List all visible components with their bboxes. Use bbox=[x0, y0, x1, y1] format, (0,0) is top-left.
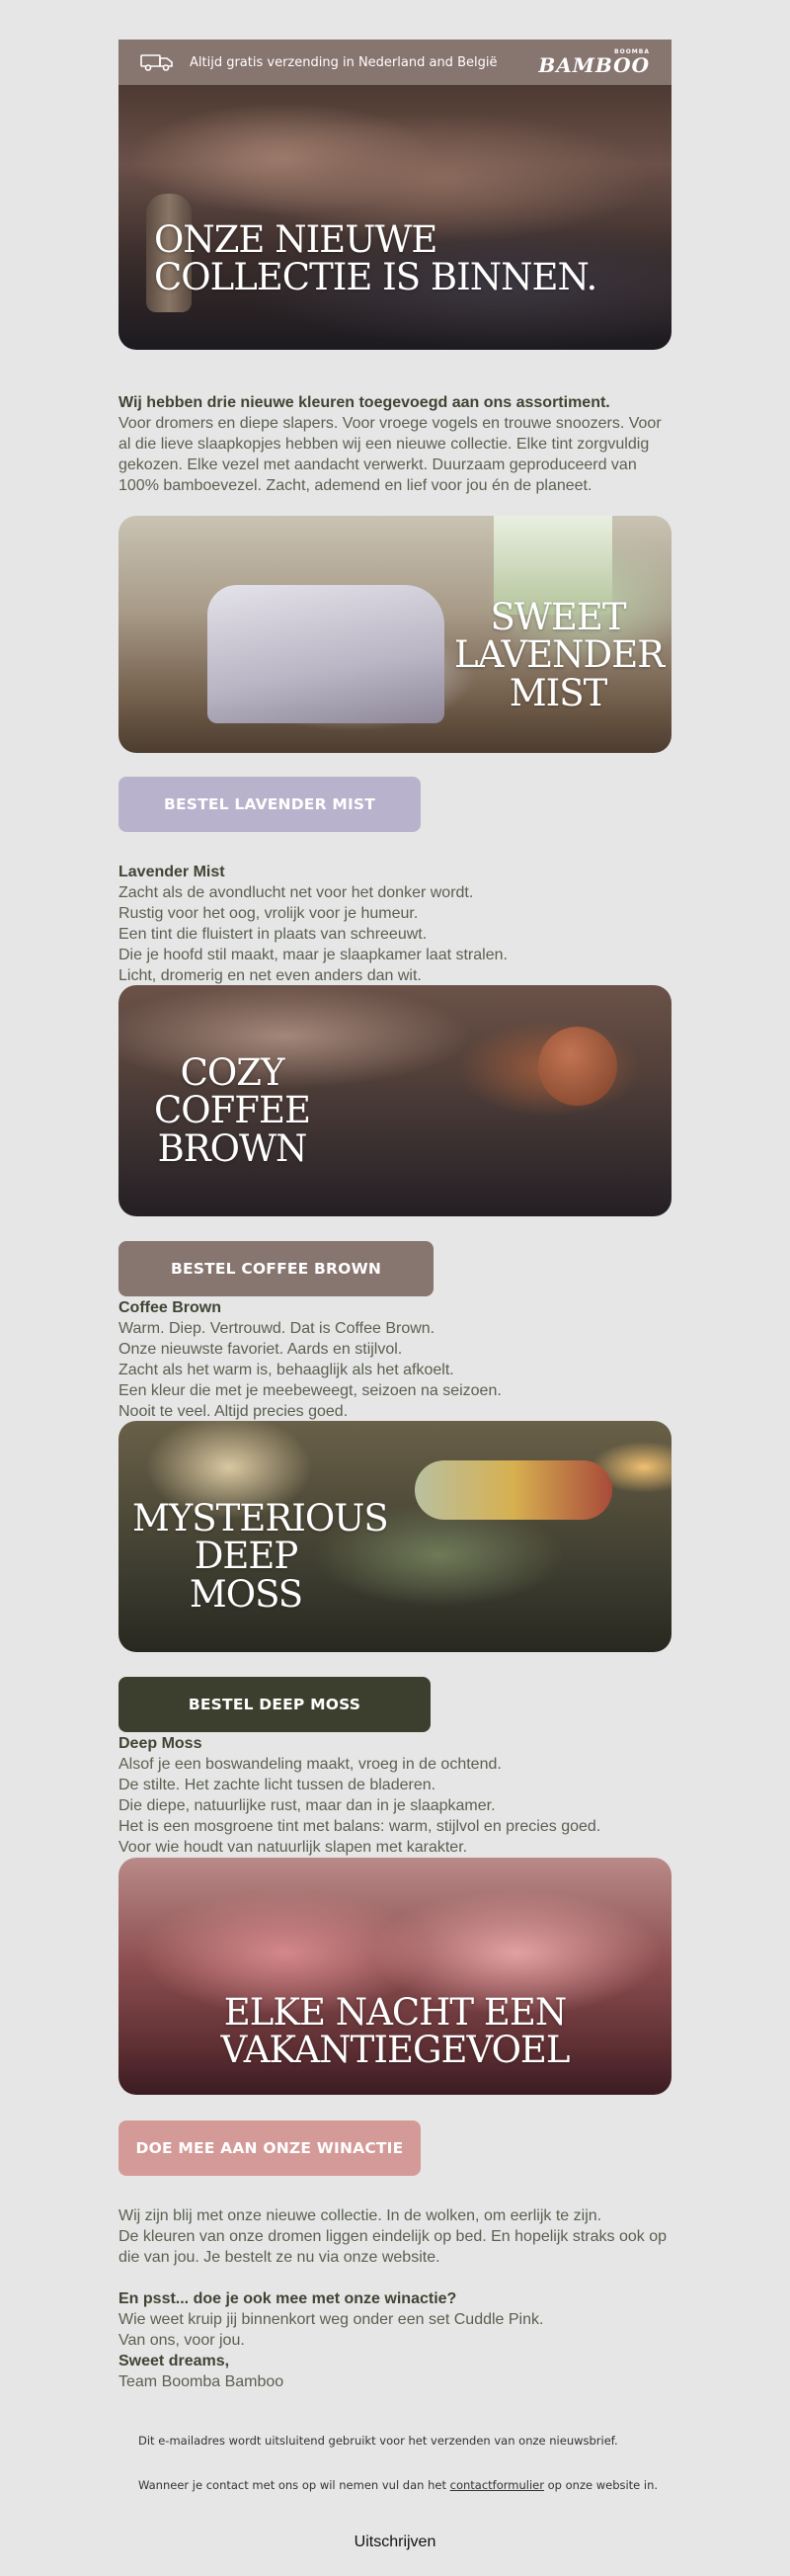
moss-line: Die diepe, natuurlijke rust, maar dan in je slaapkamer. bbox=[118, 1797, 496, 1814]
lavender-line: Licht, dromerig en net even anders dan wit. bbox=[118, 967, 422, 984]
moss-overlay bbox=[132, 1497, 388, 1616]
intro-section bbox=[118, 392, 672, 496]
closing-psst: En psst... doe je ook mee met onze winactie? bbox=[118, 2290, 457, 2307]
hero-headline-line1: ONZE NIEUWE bbox=[154, 218, 437, 261]
closing-line2: De kleuren van onze dromen liggen eindelijk op bed. En hopelijk straks ook op die van jou. Je bestelt ze nu via onze website. bbox=[118, 2228, 668, 2266]
shipping-banner bbox=[118, 40, 672, 85]
lavender-title: Lavender Mist bbox=[118, 864, 225, 880]
hero-image[interactable] bbox=[118, 85, 672, 350]
coffee-text bbox=[118, 1297, 672, 1422]
coffee-overlay bbox=[138, 1051, 326, 1170]
closing-line3: Wie weet kruip jij binnenkort weg onder een set Cuddle Pink. bbox=[118, 2311, 544, 2328]
coffee-title: Coffee Brown bbox=[118, 1299, 221, 1316]
coffee-line: Nooit te veel. Altijd precies goed. bbox=[118, 1403, 349, 1420]
pink-overlay-1: ELKE NACHT EEN bbox=[223, 1991, 567, 2034]
lavender-overlay-1: SWEET bbox=[490, 596, 626, 638]
moss-line: Het is een mosgroene tint met balans: warm, stijlvol en precies goed. bbox=[118, 1818, 601, 1835]
moss-overlay-1: MYSTERIOUS bbox=[132, 1497, 388, 1539]
lavender-overlay-3: MIST bbox=[509, 671, 607, 714]
lavender-line: Rustig voor het oog, vrolijk voor je humeur. bbox=[118, 905, 419, 922]
unsubscribe-link[interactable]: Uitschrijven bbox=[354, 2534, 436, 2550]
join-contest-button[interactable]: DOE MEE AAN ONZE WINACTIE bbox=[118, 2120, 421, 2176]
coffee-line: Onze nieuwste favoriet. Aards en stijlvol. bbox=[118, 1341, 403, 1358]
intro-body: Voor dromers en diepe slapers. Voor vroege vogels en trouwe snoozers. Voor al die lieve slaapkopjes hebben wij een nieuwe collectie. Elke tint zorgvuldig gekozen. Elke vezel met aandacht verwerkt. Duurzaam geproduceerd van 100% bamboevezel. Zacht, ademend en lief voor jou én de planeet. bbox=[118, 415, 662, 494]
coffee-line: Een kleur die met je meebeweegt, seizoen na seizoen. bbox=[118, 1382, 502, 1399]
coffee-line: Warm. Diep. Vertrouwd. Dat is Coffee Brown. bbox=[118, 1320, 435, 1337]
order-lavender-mist-button[interactable]: BESTEL LAVENDER MIST bbox=[118, 777, 421, 832]
lavender-overlay-2: LAVENDER bbox=[454, 633, 665, 677]
moss-line: Alsof je een boswandeling maakt, vroeg in de ochtend. bbox=[118, 1756, 502, 1773]
pink-overlay bbox=[118, 1991, 672, 2072]
brand-logo[interactable] bbox=[538, 49, 650, 76]
coffee-pot-shape bbox=[538, 1027, 617, 1106]
coffee-overlay-1: COZY bbox=[180, 1051, 284, 1094]
moss-overlay-3: MOSS bbox=[189, 1572, 303, 1616]
lavender-mist-image[interactable] bbox=[118, 516, 672, 753]
moss-title: Deep Moss bbox=[118, 1735, 202, 1752]
closing-team: Team Boomba Bamboo bbox=[118, 2373, 284, 2390]
lavender-overlay bbox=[454, 596, 665, 714]
footer-note-2-before: Wanneer je contact met ons op wil nemen vul dan het bbox=[138, 2478, 450, 2492]
footer-note-2-after: op onze website in. bbox=[543, 2478, 659, 2492]
closing-sweet: Sweet dreams, bbox=[118, 2353, 230, 2369]
intro-heading: Wij hebben drie nieuwe kleuren toegevoegd aan ons assortiment. bbox=[118, 394, 610, 411]
lavender-bed-shape bbox=[207, 585, 444, 723]
moss-line: Voor wie houdt van natuurlijk slapen met karakter. bbox=[118, 1839, 468, 1856]
order-coffee-brown-button[interactable]: BESTEL COFFEE BROWN bbox=[118, 1241, 434, 1296]
moss-overlay-2: DEEP bbox=[194, 1535, 298, 1578]
coffee-line: Zacht als het warm is, behaaglijk als het afkoelt. bbox=[118, 1362, 454, 1378]
hero-headline-line2: COLLECTIE IS BINNEN. bbox=[154, 256, 597, 299]
lavender-line: Een tint die fluistert in plaats van schreeuwt. bbox=[118, 926, 428, 943]
moss-line: De stilte. Het zachte licht tussen de bladeren. bbox=[118, 1777, 436, 1793]
hero-headline bbox=[154, 218, 597, 299]
coffee-brown-image[interactable] bbox=[118, 985, 672, 1216]
closing-line4: Van ons, voor jou. bbox=[118, 2332, 245, 2349]
lavender-text bbox=[118, 862, 672, 986]
order-deep-moss-button[interactable]: BESTEL DEEP MOSS bbox=[118, 1677, 431, 1732]
coffee-overlay-2: COFFEE bbox=[153, 1089, 310, 1132]
lavender-line: Zacht als de avondlucht net voor het donker wordt. bbox=[118, 884, 474, 901]
logo-small-text: BOOMBA bbox=[614, 47, 650, 55]
deep-moss-image[interactable] bbox=[118, 1421, 672, 1652]
cuddle-pink-image[interactable] bbox=[118, 1858, 672, 2095]
contact-form-link[interactable]: contactformulier bbox=[449, 2478, 544, 2492]
moss-pillows-shape bbox=[415, 1460, 612, 1520]
logo-big-text: BAMBOO bbox=[538, 52, 650, 77]
pink-overlay-2: VAKANTIEGEVOEL bbox=[220, 2029, 570, 2072]
closing-section bbox=[118, 2205, 672, 2392]
footer-note-2 bbox=[138, 2478, 658, 2492]
shipping-text: Altijd gratis verzending in Nederland and België bbox=[190, 54, 498, 70]
moss-text bbox=[118, 1733, 672, 1858]
spacer bbox=[118, 2268, 672, 2288]
footer-note-1: Dit e-mailadres wordt uitsluitend gebruikt voor het verzenden van onze nieuwsbrief. bbox=[138, 2434, 618, 2448]
truck-icon bbox=[140, 52, 174, 72]
closing-line1: Wij zijn blij met onze nieuwe collectie. In de wolken, om eerlijk te zijn. bbox=[118, 2207, 602, 2224]
lavender-line: Die je hoofd stil maakt, maar je slaapkamer laat stralen. bbox=[118, 947, 508, 963]
coffee-overlay-3: BROWN bbox=[157, 1126, 307, 1170]
